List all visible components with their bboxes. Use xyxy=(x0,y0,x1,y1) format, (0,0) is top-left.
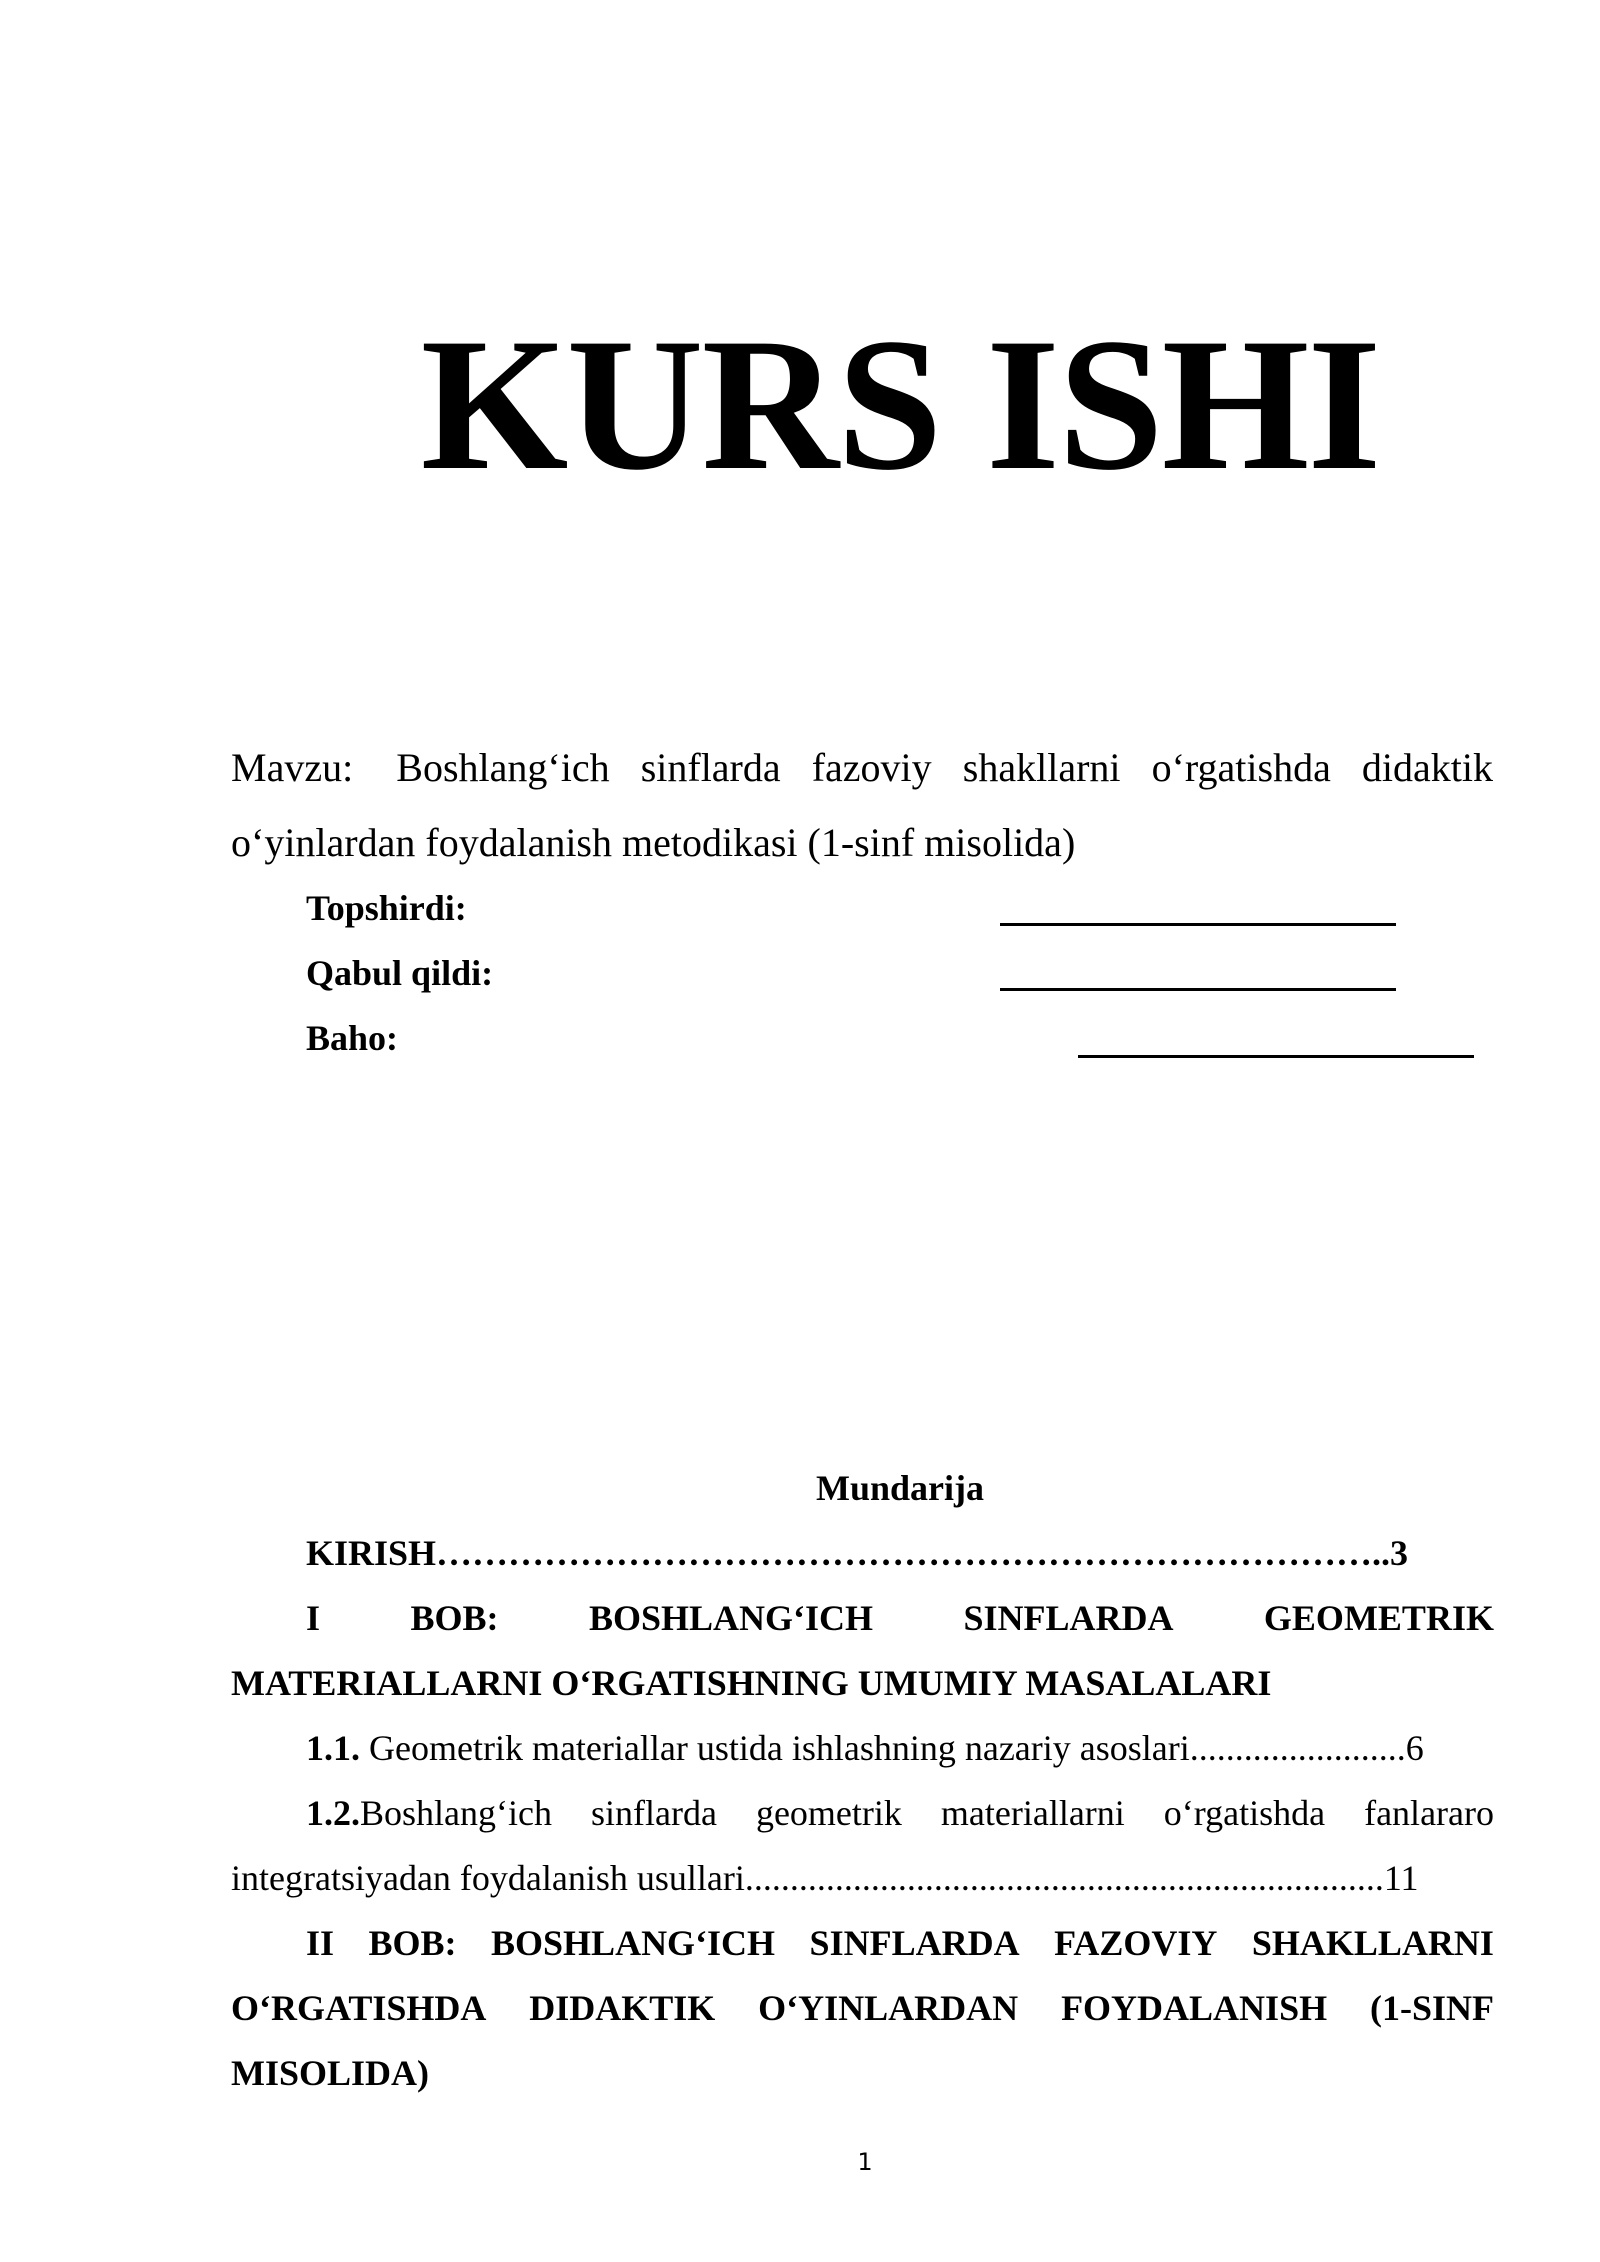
toc-intro-label: KIRISH xyxy=(306,1533,437,1573)
toc-section-1-1-dots: ........................ xyxy=(1189,1728,1406,1768)
toc-word: fanlararo xyxy=(1364,1793,1494,1833)
toc-word: FAZOVIY xyxy=(1054,1923,1218,1963)
toc-section-1-2-dots: ....................................................................... xyxy=(744,1858,1384,1898)
toc-word: SINFLARDA xyxy=(963,1598,1174,1638)
toc-section-1-2-line-2 xyxy=(231,1860,1419,1896)
topic-line-1: Boshlang‘ich sinflarda fazoviy shakllarni o‘rgatishda didaktik xyxy=(396,745,1494,790)
topic-line-2: o‘yinlardan foydalanish metodikasi (1-sinf misolida) xyxy=(231,820,1076,865)
toc-section-1-1 xyxy=(306,1730,1424,1766)
toc-word: BOSHLANG‘ICH xyxy=(491,1923,776,1963)
signature-label-accepted: Qabul qildi: xyxy=(306,953,494,993)
toc-word: sinflarda xyxy=(590,1793,717,1833)
toc-word: geometrik xyxy=(755,1793,902,1833)
toc-word: I xyxy=(306,1598,321,1638)
toc-word: o‘rgatishda xyxy=(1163,1793,1326,1833)
toc-chapter-2-line-1 xyxy=(306,1925,1494,1961)
toc-section-1-1-page: 6 xyxy=(1405,1728,1424,1768)
toc-word: DIDAKTIK xyxy=(529,1988,716,2028)
toc-word: Boshlang‘ich xyxy=(360,1793,552,1833)
toc-section-1-1-title: Geometrik materiallar ustida ishlashning nazariy asoslari xyxy=(360,1728,1190,1768)
toc-word: BOB: xyxy=(410,1598,499,1638)
toc-intro-page: 3 xyxy=(1390,1533,1409,1573)
toc-word: SHAKLLARNI xyxy=(1251,1923,1494,1963)
toc-word: BOSHLANG‘ICH xyxy=(588,1598,873,1638)
toc-word: SINFLARDA xyxy=(809,1923,1020,1963)
toc-chapter-2-line-2 xyxy=(231,1990,1494,2026)
toc-section-1-2-number: 1.2. xyxy=(306,1793,360,1833)
toc-word: (1-SINF xyxy=(1369,1988,1494,2028)
toc-section-1-2-page: 11 xyxy=(1383,1858,1419,1898)
cover-title: KURS ISHI xyxy=(420,300,1380,510)
toc-chapter-1-line-1 xyxy=(306,1600,1494,1636)
toc-heading: Mundarija xyxy=(815,1468,984,1508)
page-number: 1 xyxy=(857,2148,873,2176)
topic-block xyxy=(231,730,1493,880)
signature-line-grade xyxy=(1078,1055,1474,1058)
toc-word: GEOMETRIK xyxy=(1263,1598,1494,1638)
signature-line-submitted xyxy=(1000,923,1396,926)
signature-line-accepted xyxy=(1000,988,1396,991)
signature-label-grade: Baho: xyxy=(306,1018,399,1058)
signature-label-submitted: Topshirdi: xyxy=(306,888,467,928)
toc-chapter-1-line-2: MATERIALLARNI O‘RGATISHNING UMUMIY MASALALARI xyxy=(231,1663,1272,1703)
toc-section-1-1-number: 1.1. xyxy=(306,1728,360,1768)
toc-intro-dots: …………………………………………………………………….. xyxy=(436,1533,1391,1573)
toc-word: O‘RGATISHDA xyxy=(231,1988,487,2028)
toc-word: FOYDALANISH xyxy=(1061,1988,1328,2028)
toc-word: II xyxy=(306,1923,335,1963)
toc-chapter-2-line-3: MISOLIDA) xyxy=(231,2053,430,2093)
toc-section-1-2-lead xyxy=(306,1795,552,1831)
toc-section-1-2-line-1 xyxy=(306,1795,1494,1831)
toc-word: O‘YINLARDAN xyxy=(758,1988,1019,2028)
toc-entry-intro xyxy=(306,1535,1408,1571)
topic-label: Mavzu: xyxy=(231,745,354,790)
toc-section-1-2-title-end: integratsiyadan foydalanish usullari xyxy=(231,1858,745,1898)
toc-word: materiallarni xyxy=(940,1793,1125,1833)
toc-word: BOB: xyxy=(368,1923,457,1963)
